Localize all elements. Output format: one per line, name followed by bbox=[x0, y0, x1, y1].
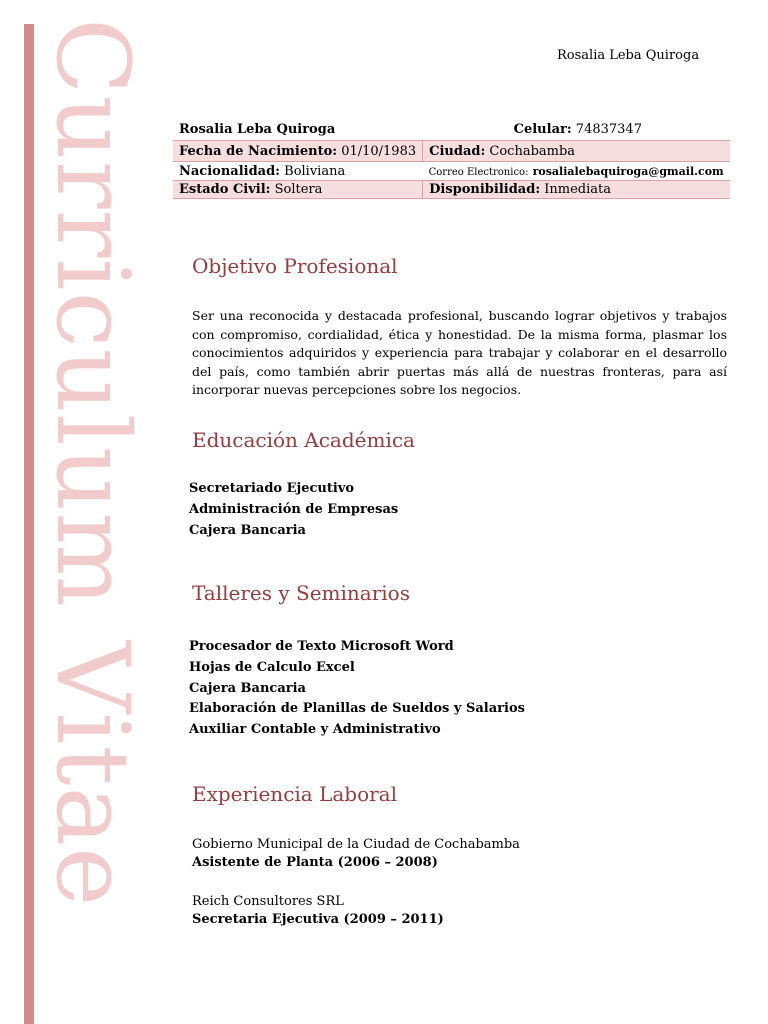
city-value: Cochabamba bbox=[489, 143, 576, 159]
city-cell bbox=[423, 141, 730, 162]
candidate-name: Rosalia Leba Quiroga bbox=[179, 121, 336, 137]
job-company: Reich Consultores SRL bbox=[192, 894, 344, 909]
nationality-label: Nacionalidad: bbox=[179, 163, 280, 179]
education-list bbox=[189, 479, 398, 541]
phone-cell bbox=[423, 118, 730, 141]
info-row bbox=[173, 118, 730, 141]
sidebar-accent-bar bbox=[24, 24, 34, 1024]
objective-heading: Objetivo Profesional bbox=[192, 254, 398, 278]
list-item: Elaboración de Planillas de Sueldos y Salarios bbox=[189, 701, 525, 717]
birth-cell bbox=[173, 141, 423, 162]
email-value: rosalialebaquiroga@gmail.com bbox=[532, 164, 724, 178]
list-item: Procesador de Texto Microsoft Word bbox=[189, 639, 454, 654]
phone-value: 74837347 bbox=[575, 121, 642, 137]
civil-status-label: Estado Civil: bbox=[179, 182, 271, 197]
workshops-heading: Talleres y Seminarios bbox=[192, 581, 410, 605]
availability-label: Disponibilidad: bbox=[429, 182, 541, 197]
civil-status-cell bbox=[173, 181, 423, 199]
job-company: Gobierno Municipal de la Ciudad de Cochabamba bbox=[192, 837, 520, 852]
objective-text: Ser una reconocida y destacada profesional, buscando lograr objetivos y trabajos con compromiso, cordialidad, ética y honestidad. De la misma forma, plasmar los conocimientos adquiridos y experiencia para trabajar y colaborar en el desarrollo del país, como también abrir puertas más allá de nuestras fronteras, para así incorporar nuevas percepciones sobre los negocios. bbox=[192, 308, 727, 397]
birth-value: 01/10/1983 bbox=[341, 143, 417, 159]
availability-cell bbox=[423, 181, 730, 199]
workshops-list bbox=[189, 637, 525, 741]
email-cell bbox=[423, 162, 730, 181]
info-row bbox=[173, 162, 730, 181]
info-row bbox=[173, 181, 730, 199]
education-heading: Educación Académica bbox=[192, 428, 415, 452]
personal-info-table bbox=[173, 118, 730, 199]
header-name: Rosalia Leba Quiroga bbox=[557, 48, 700, 63]
list-item: Secretariado Ejecutivo bbox=[189, 481, 355, 496]
civil-status-value: Soltera bbox=[274, 182, 323, 197]
job-entry bbox=[192, 836, 520, 872]
nationality-value: Boliviana bbox=[284, 163, 346, 179]
city-label: Ciudad: bbox=[429, 143, 486, 159]
list-item: Administración de Empresas bbox=[189, 501, 399, 517]
list-item: Auxiliar Contable y Administrativo bbox=[189, 722, 441, 738]
list-item: Cajera Bancaria bbox=[189, 522, 306, 538]
list-item: Hojas de Calculo Excel bbox=[189, 659, 355, 675]
nationality-cell bbox=[173, 162, 423, 181]
info-name-cell bbox=[173, 118, 423, 141]
info-row bbox=[173, 141, 730, 162]
list-item: Cajera Bancaria bbox=[189, 680, 306, 696]
availability-value: Inmediata bbox=[544, 182, 611, 197]
job-role: Asistente de Planta (2006 – 2008) bbox=[192, 855, 438, 870]
phone-label: Celular: bbox=[513, 121, 572, 137]
email-label: Correo Electronico: bbox=[428, 166, 529, 178]
experience-heading: Experiencia Laboral bbox=[192, 782, 397, 806]
curriculum-vitae-watermark: Curriculum Vitae bbox=[34, 18, 151, 908]
job-entry bbox=[192, 893, 444, 929]
job-role: Secretaria Ejecutiva (2009 – 2011) bbox=[192, 912, 444, 927]
birth-label: Fecha de Nacimiento: bbox=[179, 143, 338, 159]
